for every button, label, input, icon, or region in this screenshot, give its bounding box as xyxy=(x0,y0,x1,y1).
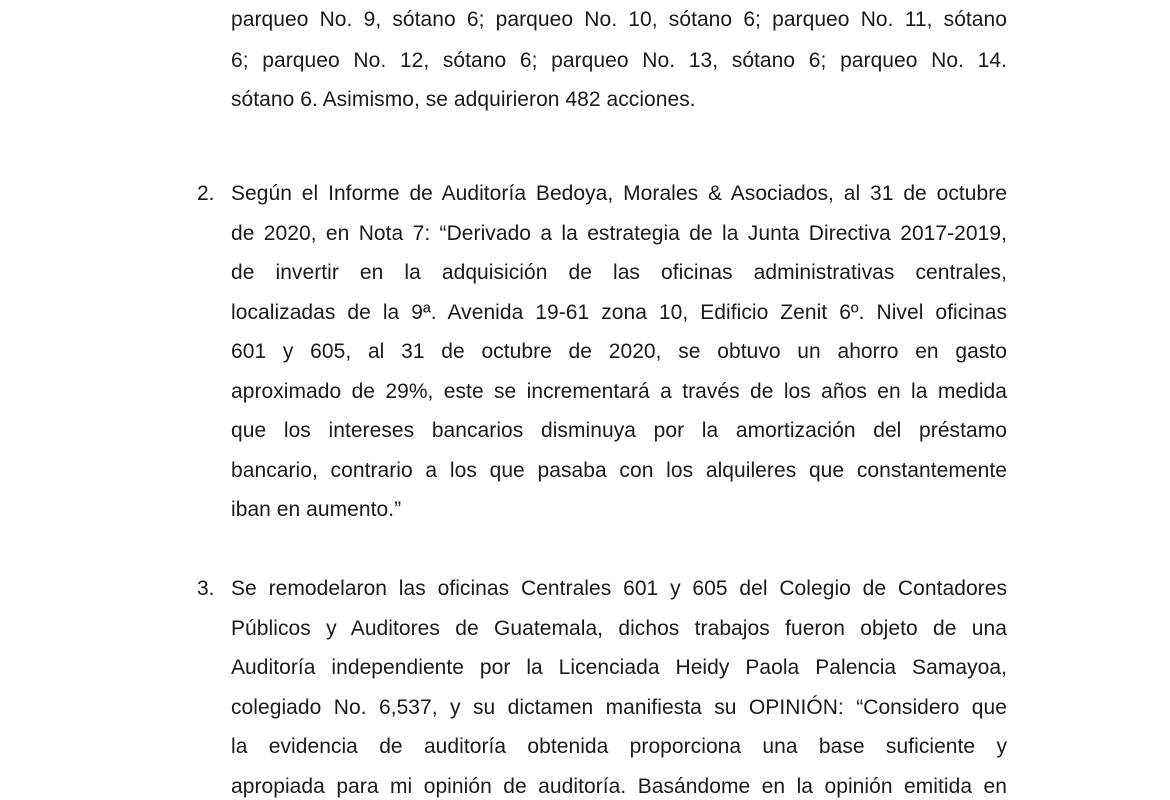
paragraph-line: que los intereses bancarios disminuya por la amortización del préstamo xyxy=(231,419,1007,442)
paragraph-line: colegiado No. 6,537, y su dictamen manifiesta su OPINIÓN: “Considero que xyxy=(231,696,1007,719)
paragraph-line: Según el Informe de Auditoría Bedoya, Morales & Asociados, al 31 de octubre xyxy=(231,182,1007,205)
paragraph-line: apropiada para mi opinión de auditoría. Basándome en la opinión emitida en xyxy=(231,775,1007,798)
paragraph-line: Públicos y Auditores de Guatemala, dichos trabajos fueron objeto de una xyxy=(231,617,1007,640)
paragraph-line: bancario, contrario a los que pasaba con los alquileres que constantemente xyxy=(231,459,1007,482)
paragraph-line: Se remodelaron las oficinas Centrales 601 y 605 del Colegio de Contadores xyxy=(231,577,1007,600)
list-item-number: 3. xyxy=(197,577,215,600)
paragraph-line: sótano 6. Asimismo, se adquirieron 482 acciones. xyxy=(231,88,696,111)
paragraph-line: iban en aumento.” xyxy=(231,498,402,521)
paragraph-line: de invertir en la adquisición de las oficinas administrativas centrales, xyxy=(231,261,1007,284)
paragraph-line: de 2020, en Nota 7: “Derivado a la estrategia de la Junta Directiva 2017-2019, xyxy=(231,222,1007,245)
paragraph-line: 6; parqueo No. 12, sótano 6; parqueo No. 13, sótano 6; parqueo No. 14. xyxy=(231,49,1007,72)
paragraph-line: aproximado de 29%, este se incrementará a través de los años en la medida xyxy=(231,380,1007,403)
paragraph-line: localizadas de la 9ª. Avenida 19-61 zona 10, Edificio Zenit 6º. Nivel oficinas xyxy=(231,301,1007,324)
paragraph-line: Auditoría independiente por la Licenciada Heidy Paola Palencia Samayoa, xyxy=(231,656,1007,679)
list-item-number: 2. xyxy=(197,182,215,205)
paragraph-line: parqueo No. 9, sótano 6; parqueo No. 10, sótano 6; parqueo No. 11, sótano xyxy=(231,8,1007,31)
paragraph-line: la evidencia de auditoría obtenida proporciona una base suficiente y xyxy=(231,735,1007,758)
paragraph-line: 601 y 605, al 31 de octubre de 2020, se obtuvo un ahorro en gasto xyxy=(231,340,1007,363)
